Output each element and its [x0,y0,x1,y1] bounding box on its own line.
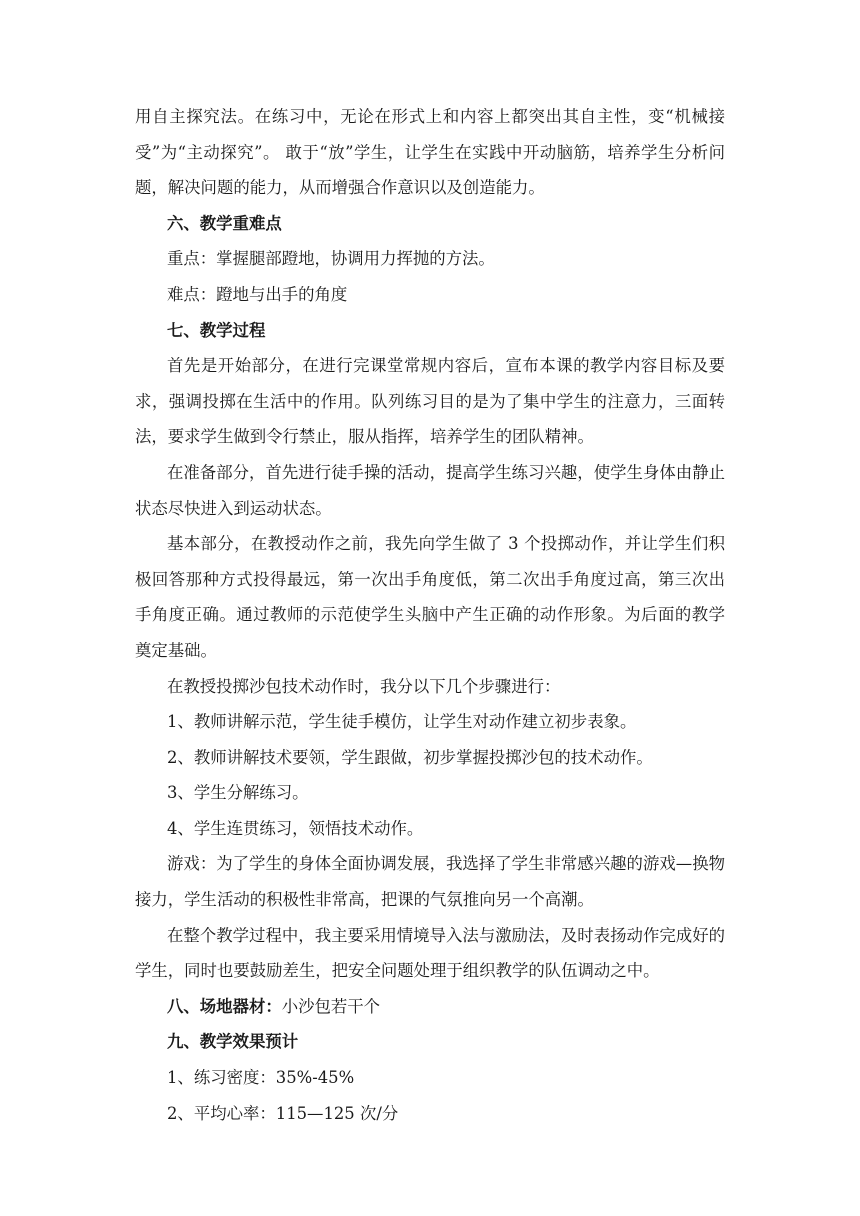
section-venue-equipment [135,989,725,1025]
list-item-step-2: 2、教师讲解技术要领，学生跟做，初步掌握投掷沙包的技术动作。 [167,747,653,767]
paragraph-basic-part: 基本部分，在教授动作之前，我先向学生做了 3 个投掷动作，并让学生们积极回答那种方式投得最远，第一次出手角度低，第二次出手角度过高，第三次出手角度正确。通过教师的示范使学生头脑中产生正确的动作形象。为后面的教学奠定基础。 [135,534,725,660]
list-item-exercise-density: 1、练习密度：35%-45% [167,1068,355,1088]
section-heading-expected-effect: 九、教学效果预计 [167,1032,299,1052]
list-item-step-4: 4、学生连贯练习，领悟技术动作。 [167,818,424,838]
paragraph-start-part: 首先是开始部分，在进行完课堂常规内容后，宣布本课的教学内容目标及要求，强调投掷在生活中的作用。队列练习目的是为了集中学生的注意力，三面转法，要求学生做到令行禁止，服从指挥，培养学生的团队精神。 [135,356,725,447]
list-item-average-heart-rate: 2、平均心率：115—125 次/分 [167,1103,399,1123]
section-heading-key-points: 六、教学重难点 [167,213,282,233]
paragraph-difficult-point: 难点：蹬地与出手的角度 [167,284,348,304]
paragraph-whole-process: 在整个教学过程中，我主要采用情境导入法与激励法，及时表扬动作完成好的学生，同时也要鼓励差生，把安全问题处理于组织教学的队伍调动之中。 [135,925,725,981]
paragraph-intro-continued: 用自主探究法。在练习中，无论在形式上和内容上都突出其自主性，变“机械接受”为“主动探究”。 敢于“放”学生，让学生在实践中开动脑筋，培养学生分析问题，解决问题的能力，从而增强合作意识以及创造能力。 [135,107,725,198]
venue-equipment-value: 小沙包若干个 [281,996,381,1016]
paragraph-game: 游戏：为了学生的身体全面协调发展，我选择了学生非常感兴趣的游戏—换物接力，学生活动的积极性非常高，把课的气氛推向另一个高潮。 [135,854,725,910]
paragraph-key-point: 重点：掌握腿部蹬地，协调用力挥抛的方法。 [167,249,495,269]
list-item-step-3: 3、学生分解练习。 [167,783,309,803]
document-body [135,99,725,1131]
paragraph-steps-intro: 在教授投掷沙包技术动作时，我分以下几个步骤进行： [167,676,561,696]
section-heading-venue-equipment: 八、场地器材： [167,996,282,1016]
section-heading-teaching-process: 七、教学过程 [167,320,266,340]
paragraph-preparation-part: 在准备部分，首先进行徒手操的活动，提高学生练习兴趣，使学生身体由静止状态尽快进入到运动状态。 [135,462,725,518]
list-item-step-1: 1、教师讲解示范，学生徒手模仿，让学生对动作建立初步表象。 [167,712,637,732]
